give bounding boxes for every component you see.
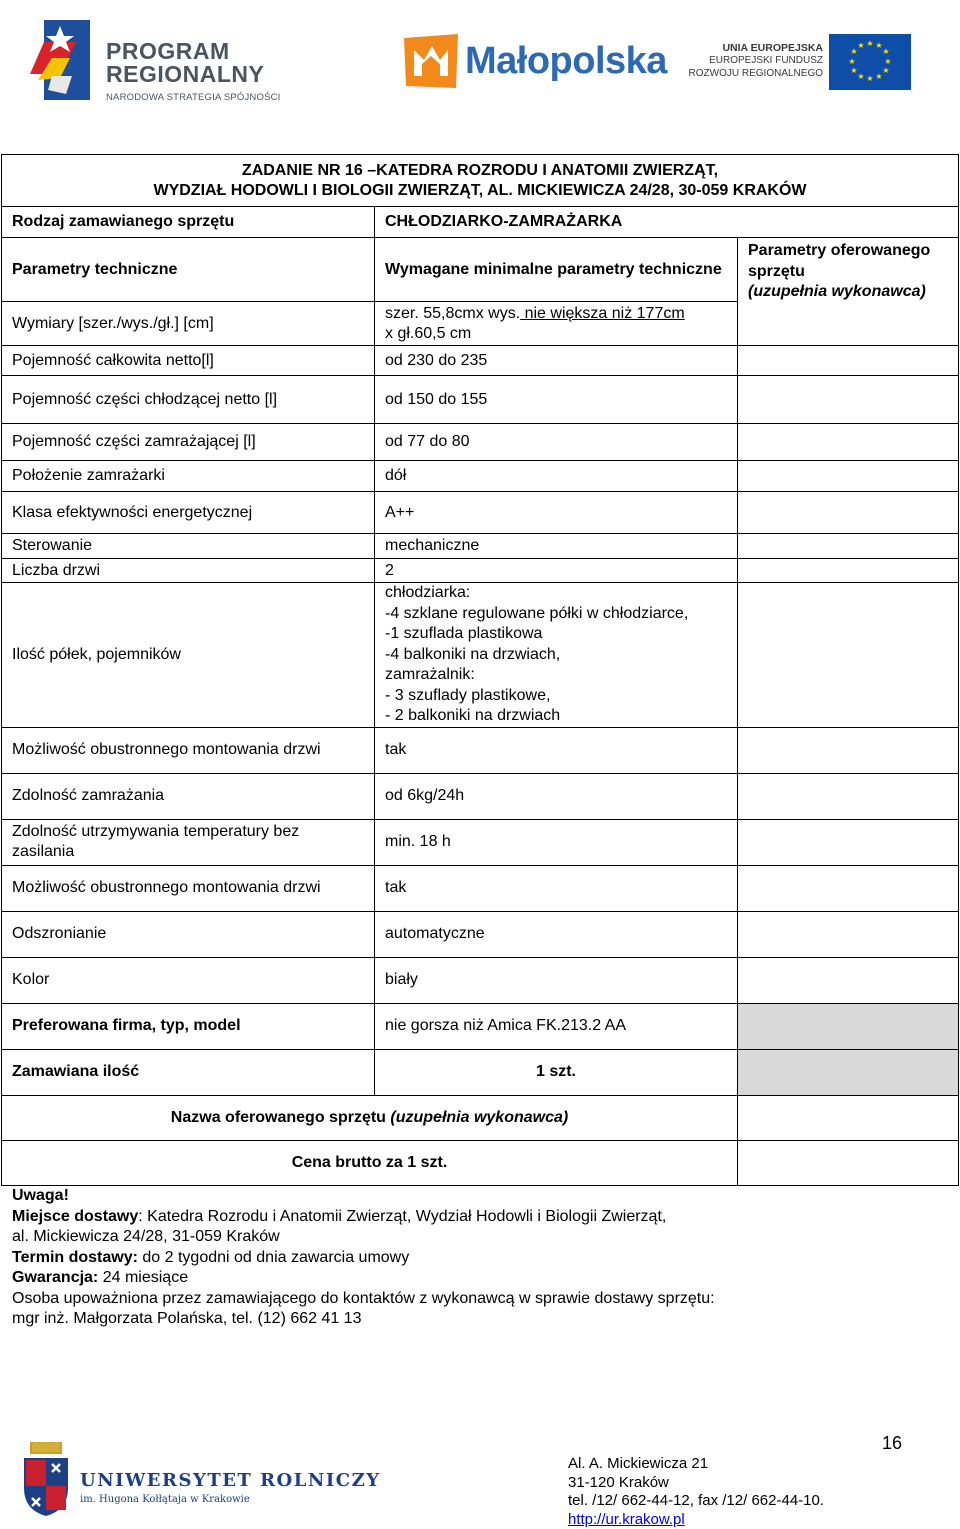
preferred-model-value: nie gorsza niż Amica FK.213.2 AA: [375, 1003, 738, 1049]
preferred-model-label: Preferowana firma, typ, model: [2, 1003, 375, 1049]
param-label: Pojemność części zamrażającej [l]: [2, 424, 375, 461]
svg-text:★: ★: [848, 57, 855, 66]
delivery-place: [12, 1207, 715, 1228]
offered-name-note: (uzupełnia wykonawca): [390, 1109, 568, 1126]
svg-text:★: ★: [866, 74, 873, 83]
table-row: [2, 376, 959, 424]
svg-text:★: ★: [882, 66, 889, 75]
svg-text:★: ★: [882, 47, 889, 56]
task-title-line2: WYDZIAŁ HODOWLI I BIOLOGII ZWIERZĄT, AL. MICKIEWICZA 24/28, 30-059 KRAKÓW: [12, 181, 948, 201]
gray-cell: [738, 1049, 959, 1095]
param-value: 2: [375, 559, 738, 583]
eu-logo-line2: EUROPEJSKI FUNDUSZ: [685, 55, 823, 68]
university-logo: [20, 1442, 300, 1520]
table-row: [2, 559, 959, 583]
table-row: [2, 819, 959, 865]
offered-value-cell[interactable]: [738, 773, 959, 819]
eu-flag-icon: [829, 34, 911, 90]
dimensions-value: [375, 302, 738, 346]
address-line-1: Al. A. Mickiewicza 21: [568, 1455, 824, 1474]
page-number: 16: [882, 1433, 902, 1454]
footer-address: [568, 1455, 824, 1529]
task-title: [2, 155, 959, 207]
table-row: [2, 773, 959, 819]
table-row: [2, 461, 959, 492]
university-subname: im. Hugona Kołłątaja w Krakowie: [80, 1494, 250, 1505]
malopolska-wordmark: Małopolska: [465, 40, 667, 83]
table-row: [2, 727, 959, 773]
svg-text:★: ★: [850, 66, 857, 75]
offered-value-cell[interactable]: [738, 424, 959, 461]
param-value: biały: [375, 957, 738, 1003]
param-value: od 6kg/24h: [375, 773, 738, 819]
specification-table: [1, 154, 959, 1186]
table-row: [2, 534, 959, 559]
param-label: Kolor: [2, 957, 375, 1003]
param-label: Sterowanie: [2, 534, 375, 559]
eu-logo: [685, 34, 911, 92]
delivery-term-label: Termin dostawy:: [12, 1249, 138, 1266]
svg-text:★: ★: [857, 72, 864, 81]
svg-text:★: ★: [866, 39, 873, 48]
param-label: Zdolność utrzymywania temperatury bez zasilania: [2, 819, 375, 865]
offered-value-cell[interactable]: [738, 461, 959, 492]
table-row: [2, 1049, 959, 1095]
table-row: [2, 1003, 959, 1049]
warranty-label: Gwarancja:: [12, 1269, 98, 1286]
contact-person: mgr inż. Małgorzata Polańska, tel. (12) 662 41 13: [12, 1309, 715, 1330]
offered-value-cell[interactable]: [738, 492, 959, 534]
delivery-notes: [12, 1186, 715, 1330]
delivery-term: [12, 1248, 715, 1269]
table-row: [2, 346, 959, 376]
dimensions-height-limit: nie większa niż 177cm: [520, 305, 685, 322]
equipment-type-label: Rodzaj zamawianego sprzętu: [2, 207, 375, 238]
equipment-type-value: CHŁODZIARKO-ZAMRAŻARKA: [375, 207, 959, 238]
task-title-line1: ZADANIE NR 16 –KATEDRA ROZRODU I ANATOMII ZWIERZĄT,: [12, 161, 948, 181]
offered-params-header: [738, 238, 959, 346]
param-value: od 230 do 235: [375, 346, 738, 376]
table-row: [2, 492, 959, 534]
contact-line: Osoba upoważniona przez zamawiającego do kontaktów z wykonawcą w sprawie dostawy sprzętu:: [12, 1289, 715, 1310]
param-label: Klasa efektywności energetycznej: [2, 492, 375, 534]
tech-params-label: Parametry techniczne: [2, 238, 375, 302]
address-line-2: 31-120 Kraków: [568, 1474, 824, 1493]
param-label: Ilość półek, pojemników: [2, 583, 375, 728]
table-row: [2, 1140, 959, 1185]
param-label: Możliwość obustronnego montowania drzwi: [2, 865, 375, 911]
svg-text:★: ★: [875, 72, 882, 81]
notes-heading: Uwaga!: [12, 1186, 715, 1207]
param-value: tak: [375, 727, 738, 773]
offered-value-cell[interactable]: [738, 957, 959, 1003]
param-value: dół: [375, 461, 738, 492]
param-value: chłodziarka: -4 szklane regulowane półki w chłodziarce, -1 szuflada plastikowa -4 balkoniki na drzwiach, zamrażalnik: - 3 szuflady plastikowe, - 2 balkoniki na drzwiach: [375, 583, 738, 728]
eu-logo-line1: UNIA EUROPEJSKA: [685, 42, 823, 55]
quantity-label: Zamawiana ilość: [2, 1049, 375, 1095]
param-value: automatyczne: [375, 911, 738, 957]
offered-value-cell[interactable]: [738, 376, 959, 424]
param-value: A++: [375, 492, 738, 534]
param-value: tak: [375, 865, 738, 911]
param-label: Położenie zamrażarki: [2, 461, 375, 492]
university-crest-icon: [20, 1442, 72, 1518]
dimensions-label: Wymiary [szer./wys./gł.] [cm]: [2, 302, 375, 346]
malopolska-logo: [402, 34, 672, 90]
delivery-place-value: : Katedra Rozrodu i Anatomii Zwierząt, Wydział Hodowli i Biologii Zwierząt,: [138, 1208, 666, 1225]
offered-value-cell[interactable]: [738, 583, 959, 728]
param-label: Odszronianie: [2, 911, 375, 957]
table-title-row: [2, 155, 959, 207]
svg-text:★: ★: [857, 41, 864, 50]
warranty-value: 24 miesiące: [98, 1269, 188, 1286]
website-link[interactable]: http://ur.krakow.pl: [568, 1511, 824, 1529]
table-row: [2, 238, 959, 302]
program-regionalny-logo: [30, 18, 305, 106]
delivery-term-value: do 2 tygodni od dnia zawarcia umowy: [138, 1249, 409, 1266]
program-logo-line2: REGIONALNY: [106, 63, 281, 86]
university-name: UNIWERSYTET ROLNICZY: [80, 1470, 381, 1491]
param-value: mechaniczne: [375, 534, 738, 559]
offered-name-label: [2, 1095, 738, 1140]
param-label: Pojemność części chłodzącej netto [l]: [2, 376, 375, 424]
dimensions-width-height: szer. 55,8cmx wys.: [385, 305, 520, 322]
table-row: [2, 207, 959, 238]
param-value: od 77 do 80: [375, 424, 738, 461]
param-label: Możliwość obustronnego montowania drzwi: [2, 727, 375, 773]
delivery-place-address: al. Mickiewicza 24/28, 31-059 Kraków: [12, 1227, 715, 1248]
offered-value-cell[interactable]: [738, 819, 959, 865]
table-row: [2, 911, 959, 957]
delivery-place-label: Miejsce dostawy: [12, 1208, 138, 1225]
offered-value-cell[interactable]: [738, 559, 959, 583]
table-row: [2, 865, 959, 911]
required-params-header: Wymagane minimalne parametry techniczne: [375, 238, 738, 302]
offered-value-cell[interactable]: [738, 911, 959, 957]
gross-price-label: Cena brutto za 1 szt.: [2, 1140, 738, 1185]
param-value: min. 18 h: [375, 819, 738, 865]
program-logo-line1: PROGRAM: [106, 40, 281, 63]
param-label: Pojemność całkowita netto[l]: [2, 346, 375, 376]
table-row: [2, 583, 959, 728]
offered-value-cell[interactable]: [738, 346, 959, 376]
svg-text:★: ★: [875, 41, 882, 50]
offered-value-cell[interactable]: [738, 865, 959, 911]
svg-text:★: ★: [850, 47, 857, 56]
offered-params-header-text: Parametry oferowanego sprzętu: [748, 241, 948, 282]
malopolska-emblem-icon: [402, 34, 460, 90]
offered-value-cell[interactable]: [738, 534, 959, 559]
quantity-value: 1 szt.: [375, 1049, 738, 1095]
gray-cell: [738, 1003, 959, 1049]
gross-price-cell[interactable]: [738, 1140, 959, 1185]
table-row: [2, 1095, 959, 1140]
offered-value-cell[interactable]: [738, 727, 959, 773]
offered-name-cell[interactable]: [738, 1095, 959, 1140]
svg-text:★: ★: [884, 57, 891, 66]
address-line-3: tel. /12/ 662-44-12, fax /12/ 662-44-10.: [568, 1492, 824, 1511]
param-label: Liczba drzwi: [2, 559, 375, 583]
param-value: od 150 do 155: [375, 376, 738, 424]
program-regionalny-emblem-icon: [30, 18, 102, 106]
table-row: [2, 957, 959, 1003]
offered-name-text: Nazwa oferowanego sprzętu: [171, 1109, 391, 1126]
table-row: [2, 424, 959, 461]
program-logo-line3: NARODOWA STRATEGIA SPÓJNOŚCI: [106, 92, 281, 103]
dimensions-depth: x gł.60,5 cm: [385, 324, 727, 344]
param-label: Zdolność zamrażania: [2, 773, 375, 819]
warranty: [12, 1268, 715, 1289]
offered-params-note: (uzupełnia wykonawca): [748, 282, 948, 303]
eu-logo-line3: ROZWOJU REGIONALNEGO: [685, 68, 823, 81]
